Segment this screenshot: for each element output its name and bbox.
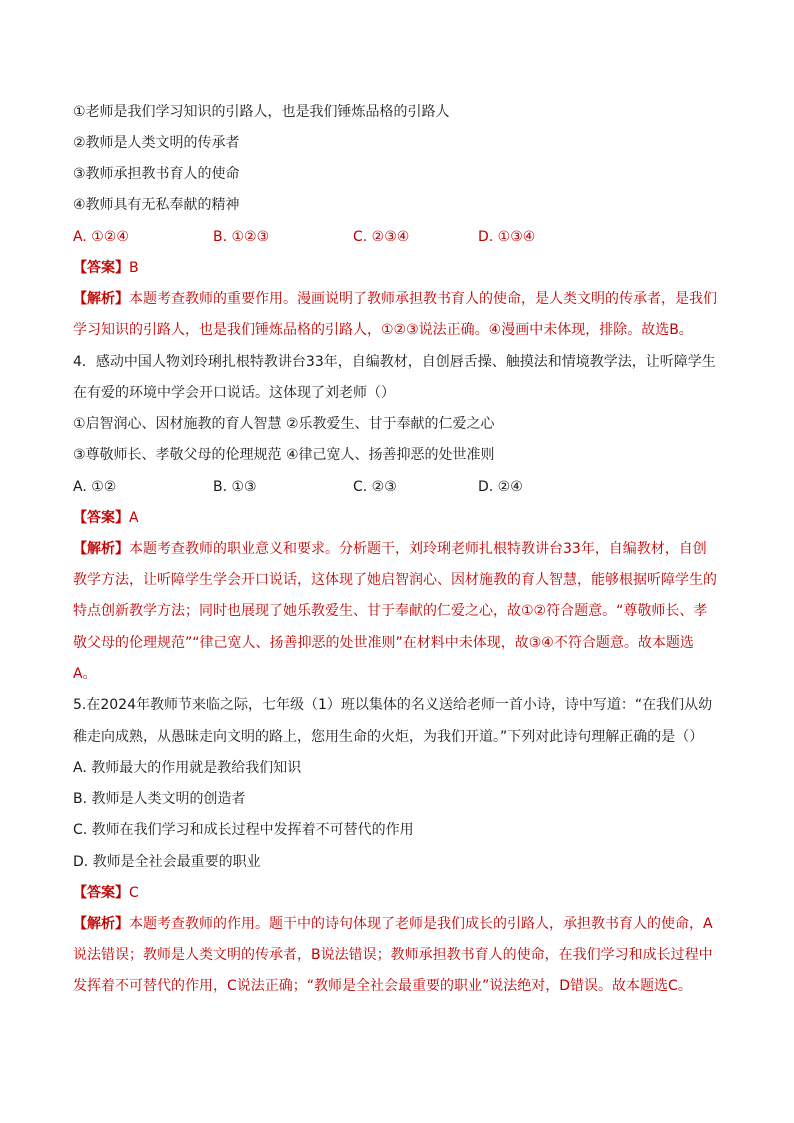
q5-analysis-line-1	[73, 914, 723, 934]
q3-item-4: ④教师具有无私奉献的精神	[73, 197, 240, 213]
q3-option-a: A. ①②④	[73, 229, 129, 245]
q3-item-3: ③教师承担教书育人的使命	[73, 166, 240, 182]
q4-option-d: D. ②④	[478, 479, 523, 495]
q5-option-a: A. 教师最大的作用就是教给我们知识	[73, 760, 302, 776]
q4-stem-line-2: 在有爱的环境中学会开口说话。这体现了刘老师（）	[73, 385, 395, 401]
q3-answer	[73, 258, 723, 278]
q4-analysis-line-3: 特点创新教学方法；同时也展现了她乐教爱生、甘于奉献的仁爱之心，故①②符合题意。“尊敬师长、孝	[73, 603, 708, 619]
answer-label: 【答案】	[73, 260, 129, 276]
analysis-label: 【解析】	[73, 291, 129, 307]
q4-analysis-line-1	[73, 539, 723, 559]
analysis-text: 本题考查教师的职业意义和要求。分析题干，刘玲琍老师扎根特教讲台33年，自编教材，自创	[129, 541, 707, 557]
q4-answer	[73, 508, 723, 528]
q4-option-c: C. ②③	[353, 479, 397, 495]
q3-item-1: ①老师是我们学习知识的引路人，也是我们锤炼品格的引路人	[73, 104, 450, 120]
analysis-label: 【解析】	[73, 541, 129, 557]
q4-item-line-1: ①启智润心、因材施教的育人智慧 ②乐教爱生、甘于奉献的仁爱之心	[73, 416, 495, 432]
q3-option-b: B. ①②③	[213, 229, 270, 245]
q4-option-b: B. ①③	[213, 479, 257, 495]
q5-option-b: B. 教师是人类文明的创造者	[73, 791, 246, 807]
q4-item-line-2: ③尊敬师长、孝敬父母的伦理规范 ④律己宽人、扬善抑恶的处世准则	[73, 447, 495, 463]
q3-option-c: C. ②③④	[353, 229, 410, 245]
q4-stem-line-1: 4．感动中国人物刘玲琍扎根特教讲台33年，自编教材，自创唇舌操、触摸法和情境教学法，让听障学生	[73, 354, 716, 370]
q5-analysis-line-2: 说法错误；教师是人类文明的传承者，B说法错误；教师承担教书育人的使命，在我们学习和成长过程中	[73, 947, 713, 963]
q4-analysis-line-5: A。	[73, 666, 97, 682]
answer-value: C	[129, 885, 139, 901]
q3-item-2: ②教师是人类文明的传承者	[73, 135, 240, 151]
q5-stem-line-1: 5.在2024年教师节来临之际，七年级（1）班以集体的名义送给老师一首小诗，诗中写道：“在我们从幼	[73, 697, 713, 713]
analysis-text: 本题考查教师的作用。题干中的诗句体现了老师是我们成长的引路人，承担教书育人的使命，A	[129, 916, 713, 932]
q3-analysis-line-1	[73, 289, 723, 309]
q5-analysis-line-3: 发挥着不可替代的作用，C说法正确；“教师是全社会最重要的职业”说法绝对，D错误。故本题选C。	[73, 978, 692, 994]
q5-option-d: D. 教师是全社会最重要的职业	[73, 854, 261, 870]
analysis-label: 【解析】	[73, 916, 129, 932]
analysis-text: 本题考查教师的重要作用。漫画说明了教师承担教书育人的使命，是人类文明的传承者，是我们	[129, 291, 717, 307]
q4-analysis-line-4: 敬父母的伦理规范”“律己宽人、扬善抑恶的处世准则”在材料中未体现，故③④不符合题意。故本题选	[73, 635, 694, 651]
q4-analysis-line-2: 教学方法，让听障学生学会开口说话，这体现了她启智润心、因材施教的育人智慧，能够根据听障学生的	[73, 572, 717, 588]
q5-answer	[73, 883, 723, 903]
answer-label: 【答案】	[73, 885, 129, 901]
answer-label: 【答案】	[73, 510, 129, 526]
q5-option-c: C. 教师在我们学习和成长过程中发挥着不可替代的作用	[73, 822, 414, 838]
q4-option-a: A. ①②	[73, 479, 117, 495]
answer-value: B	[129, 260, 139, 276]
q5-stem-line-2: 稚走向成熟，从愚昧走向文明的路上，您用生命的火炬，为我们开道。”下列对此诗句理解正确的是（）	[73, 729, 704, 745]
q3-analysis-line-2: 学习知识的引路人，也是我们锤炼品格的引路人，①②③说法正确。④漫画中未体现，排除。故选B。	[73, 322, 693, 338]
q3-option-d: D. ①③④	[478, 229, 536, 245]
answer-value: A	[129, 510, 139, 526]
